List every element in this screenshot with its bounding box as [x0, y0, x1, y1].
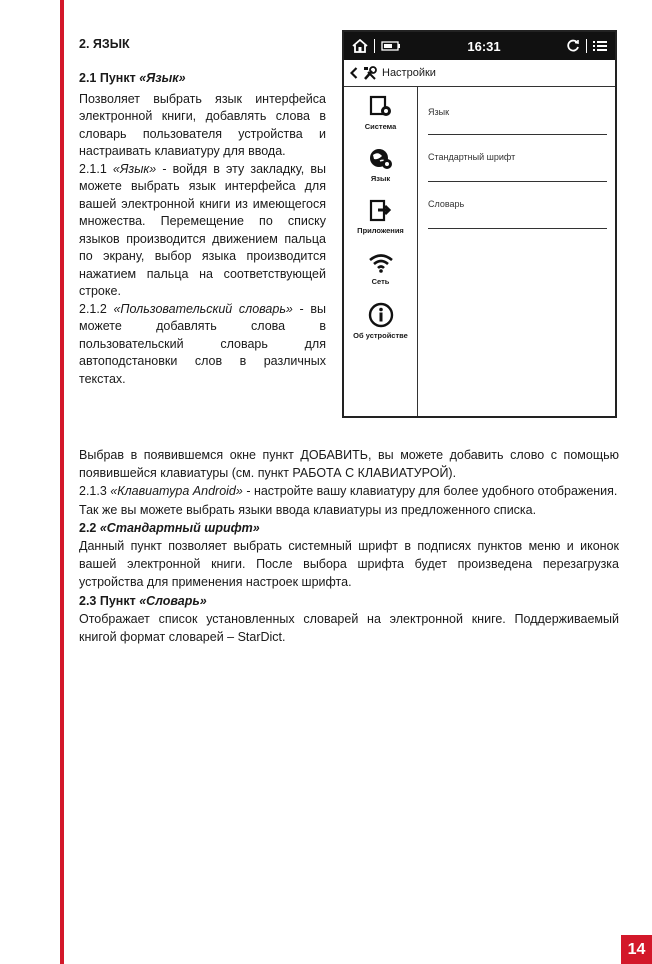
left-accent-bar [60, 0, 64, 964]
device-screenshot [342, 30, 617, 418]
heading-2-1: 2.1 Пункт «Язык» [79, 71, 186, 85]
status-bar [344, 32, 615, 60]
home-icon[interactable] [352, 39, 368, 53]
paragraph-2-2: Данный пункт позволяет выбрать системный шрифт в подписях пунктов меню и иконок вашей электронной книги. После выбора шрифта будет произведена перезагрузка устройства для применения настроек шрифта. [79, 539, 619, 590]
option-dictionary[interactable]: Словарь [428, 182, 607, 229]
sidebar-item-language[interactable] [344, 139, 417, 191]
heading-2-3: 2.3 Пункт «Словарь» [79, 593, 207, 608]
settings-tools-icon [362, 65, 378, 81]
paragraph-2-1-1: 2.1.1 «Язык» - войдя в эту закладку, вы можете выбрать язык интерфейса для вашей электронной книги из имеющегося множества. Перемещение по списку языков производится движением пальца по экрану, выбор языка производится нажатием пальца на соответствующей строке. [79, 161, 326, 298]
sidebar-item-label: Приложения [357, 226, 404, 235]
heading-2-2: 2.2 «Стандартный шрифт» [79, 520, 260, 535]
wifi-icon [368, 252, 394, 274]
nav-title: Настройки [382, 67, 436, 79]
back-arrow-icon[interactable] [350, 67, 358, 79]
paragraph-2-1-intro: Позволяет выбрать язык интерфейса электронной книги, добавлять слова в словарь пользователя устройства и настраивать клавиатуру для ввода. [79, 91, 326, 158]
system-settings-icon [368, 95, 394, 119]
sidebar-item-applications[interactable] [344, 191, 417, 243]
option-standard-font[interactable]: Стандартный шрифт [428, 135, 607, 182]
paragraph-2-1-2: 2.1.2 «Пользовательский словарь» - вы можете добавлять слова в пользовательский словарь для автоподстановки слов в различных текстах. [79, 301, 326, 386]
menu-icon[interactable] [593, 40, 607, 52]
section-title: 2. ЯЗЫК [79, 37, 130, 51]
refresh-icon[interactable] [566, 39, 580, 53]
sidebar-item-about[interactable] [344, 295, 417, 347]
sidebar-item-network[interactable] [344, 243, 417, 295]
settings-sidebar [344, 87, 418, 416]
sidebar-item-label: Об устройстве [353, 331, 408, 340]
paragraph-add-word: Выбрав в появившемся окне пункт ДОБАВИТЬ, вы можете добавить слово с помощью появившейся клавиатуры (см. пункт РАБОТА С КЛАВИАТУРОЙ). [79, 448, 619, 481]
paragraph-input-languages: Так же вы можете выбрать языки ввода клавиатуры из предложенного списка. [79, 502, 537, 517]
full-width-text [79, 446, 619, 646]
language-options-panel [428, 87, 607, 229]
sidebar-item-label: Язык [370, 174, 391, 183]
paragraph-2-3: Отображает список установленных словарей на электронной книге. Поддерживаемый книгой формат словарей – StarDict. [79, 611, 619, 645]
applications-icon [368, 199, 394, 223]
sidebar-item-system[interactable] [344, 87, 417, 139]
info-icon [368, 302, 394, 328]
language-globe-icon [368, 147, 394, 171]
left-column-text [79, 70, 326, 388]
battery-icon [381, 41, 401, 51]
option-language[interactable]: Язык [428, 87, 607, 135]
paragraph-2-1-3: 2.1.3 «Клавиатура Android» - настройте вашу клавиатуру для более удобного отображения. [79, 484, 618, 499]
clock: 16:31 [467, 38, 501, 54]
page-number: 14 [621, 935, 652, 964]
nav-bar [344, 60, 615, 87]
sidebar-item-label: Сеть [371, 277, 390, 286]
sidebar-item-label: Система [364, 122, 397, 131]
